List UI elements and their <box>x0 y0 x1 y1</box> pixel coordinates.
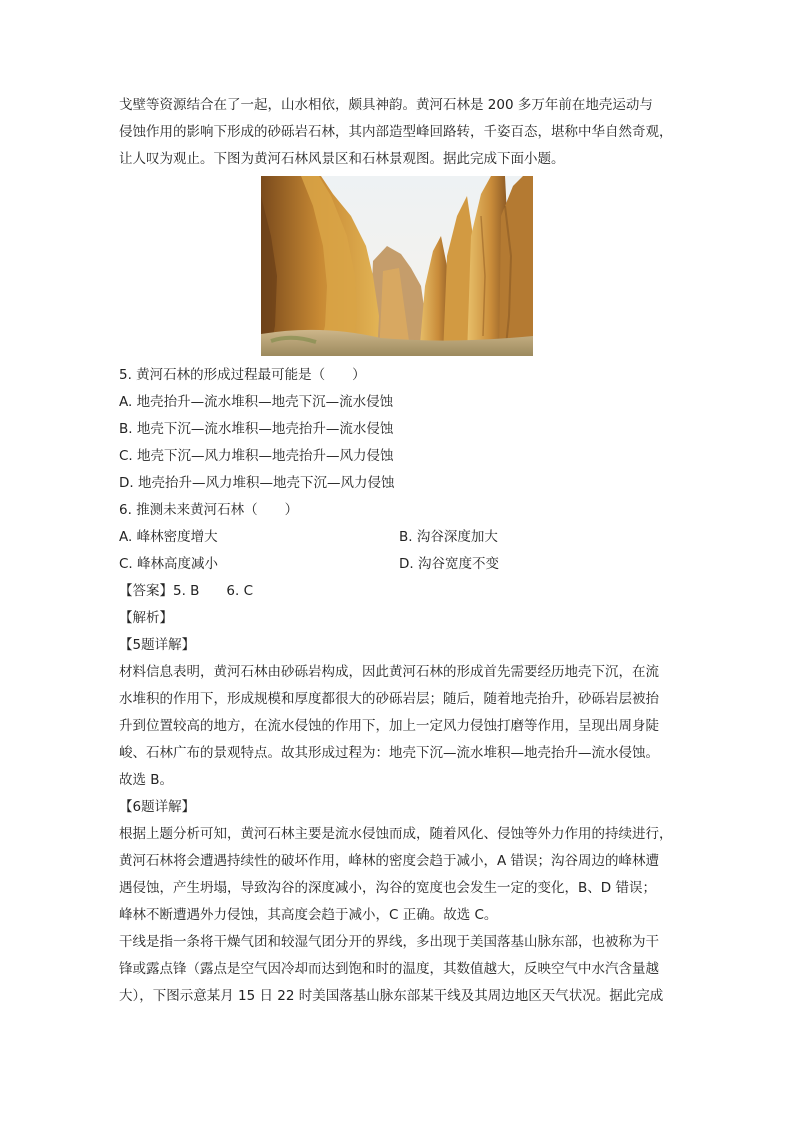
text-line: 大），下图示意某月 15 日 22 时美国落基山脉东部某干线及其周边地区天气状况。据此完成 <box>119 988 664 1004</box>
text-line: 锋或露点锋（露点是空气因冷却而达到饱和时的温度，其数值越大，反映空气中水汽含量越 <box>119 961 659 977</box>
intro-paragraph <box>119 92 679 173</box>
document-page <box>119 92 679 1010</box>
detail-heading: 【5题详解】 <box>119 637 196 653</box>
answer-line: 【答案】5. B 6. C <box>119 583 254 599</box>
option-b: B. 沟谷深度加大 <box>399 529 498 545</box>
detail-6 <box>119 794 679 929</box>
question-6 <box>119 497 679 578</box>
question-stem: 5. 黄河石林的形成过程最可能是（ ） <box>119 367 366 383</box>
text-line: 材料信息表明，黄河石林由砂砾岩构成，因此黄河石林的形成首先需要经历地壳下沉，在流 <box>119 664 659 680</box>
option-c: C. 地壳下沉—风力堆积—地壳抬升—风力侵蚀 <box>119 448 394 464</box>
text-line: 让人叹为观止。下图为黄河石林风景区和石林景观图。据此完成下面小题。 <box>119 151 565 167</box>
question-5 <box>119 362 679 497</box>
text-line: 水堆积的作用下，形成规模和厚度都很大的砂砾岩层；随后，随着地壳抬升，砂砾岩层被抬 <box>119 691 659 707</box>
text-line: 干线是指一条将干燥气团和较湿气团分开的界线，多出现于美国落基山脉东部，也被称为干 <box>119 934 659 950</box>
text-line: 遇侵蚀，产生坍塌，导致沟谷的深度减小，沟谷的宽度也会发生一定的变化，B、D 错误； <box>119 880 656 896</box>
text-line: 根据上题分析可知，黄河石林主要是流水侵蚀而成，随着风化、侵蚀等外力作用的持续进行， <box>119 826 673 842</box>
option-d: D. 地壳抬升—风力堆积—地壳下沉—风力侵蚀 <box>119 475 395 491</box>
text-line: 戈壁等资源结合在了一起，山水相依，颇具神韵。黄河石林是 200 多万年前在地壳运动与 <box>119 97 653 113</box>
option-a: A. 峰林密度增大 <box>119 529 218 545</box>
analysis-heading: 【解析】 <box>119 610 173 626</box>
option-row <box>119 524 679 551</box>
option-a: A. 地壳抬升—流水堆积—地壳下沉—流水侵蚀 <box>119 394 394 410</box>
next-intro-paragraph <box>119 929 679 1010</box>
option-d: D. 沟谷宽度不变 <box>399 556 499 572</box>
detail-heading: 【6题详解】 <box>119 799 196 815</box>
text-line: 峻、石林广布的景观特点。故其形成过程为：地壳下沉—流水堆积—地壳抬升—流水侵蚀。 <box>119 745 659 761</box>
text-line: 升到位置较高的地方，在流水侵蚀的作用下，加上一定风力侵蚀打磨等作用，呈现出周身陡 <box>119 718 659 734</box>
question-stem: 6. 推测未来黄河石林（ ） <box>119 502 299 518</box>
text-line: 侵蚀作用的影响下形成的砂砾岩石林，其内部造型峰回路转，千姿百态，堪称中华自然奇观， <box>119 124 673 140</box>
option-c: C. 峰林高度减小 <box>119 556 219 572</box>
stone-forest-photo <box>261 176 533 356</box>
text-line: 故选 B。 <box>119 772 174 788</box>
detail-5 <box>119 632 679 794</box>
option-row <box>119 551 679 578</box>
text-line: 黄河石林将会遭遇持续性的破坏作用，峰林的密度会趋于减小，A 错误；沟谷周边的峰林遭 <box>119 853 660 869</box>
option-b: B. 地壳下沉—流水堆积—地壳抬升—流水侵蚀 <box>119 421 394 437</box>
text-line: 峰林不断遭遇外力侵蚀，其高度会趋于减小，C 正确。故选 C。 <box>119 907 498 923</box>
